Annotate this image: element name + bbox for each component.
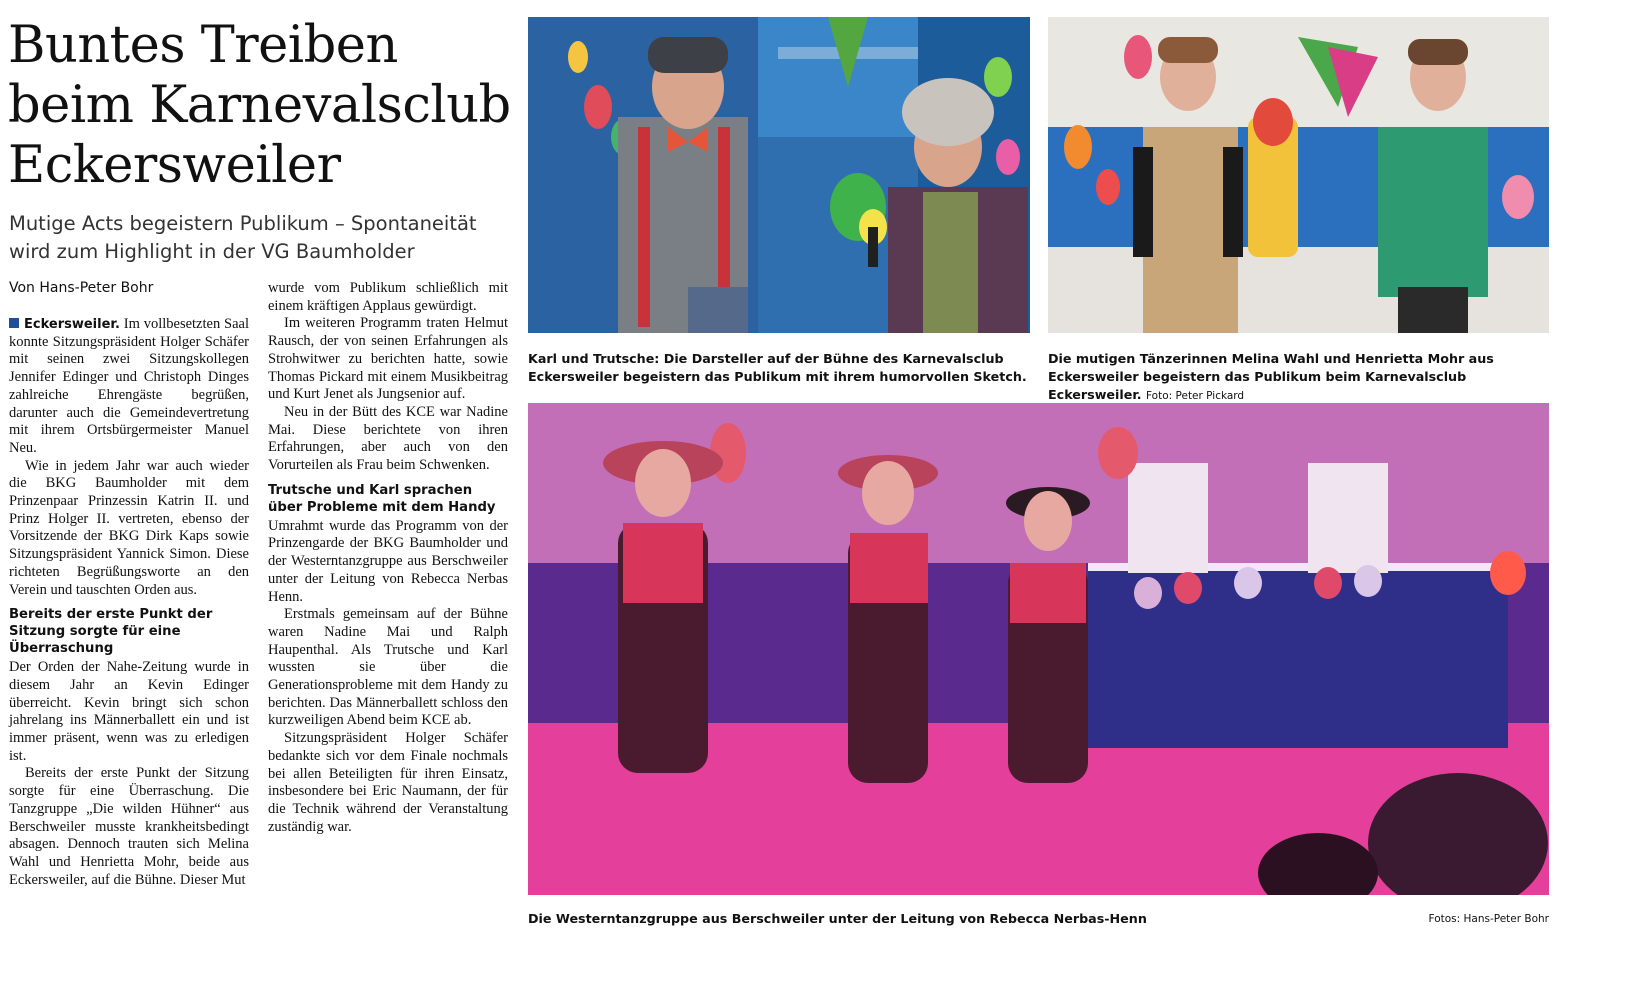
dateline: Eckersweiler. — [24, 317, 120, 332]
article-paragraph — [9, 316, 249, 458]
paragraph-text: Im vollbesetzten Saal konnte Sitzungspräsident Holger Schäfer mit seinen zwei Sitzungskollegen Jennifer Edinger und Christoph Dinges zahlreiche Ehrengäste begrüßen, darunter auch die Gemeindevertretung mit ihrem Ortsbürgermeister Manuel Neu. — [9, 316, 249, 456]
photo-western-dance-group — [528, 403, 1549, 895]
article-subhead: Trutsche und Karl sprachen über Probleme mit dem Handy — [268, 482, 496, 515]
photo-caption-2 — [1048, 350, 1553, 405]
article-subhead: Bereits der erste Punkt der Sitzung sorgte für eine Überraschung — [9, 607, 213, 657]
article-column-2 — [268, 280, 508, 836]
article-paragraph: Im weiteren Programm traten Helmut Rausch, der von seinen Erfahrungen als Strohwitwer zu berichten hatte, sowie Thomas Pickard mit einem Musikbeitrag und Kurt Jenet als Jungsenior auf. — [268, 315, 508, 403]
caption-text: Die mutigen Tänzerinnen Melina Wahl und Henrietta Mohr aus Eckersweiler begeistern das Publikum beim Karnevalsclub Eckersweiler. — [1048, 351, 1494, 402]
article-paragraph: wurde vom Publikum schließlich mit einem kräftigen Applaus gewürdigt. — [268, 280, 508, 314]
photo-dancers — [1048, 17, 1549, 333]
article-byline: Von Hans-Peter Bohr — [9, 280, 154, 296]
photo-credit: Fotos: Hans-Peter Bohr — [1428, 913, 1549, 925]
photo-caption-1: Karl und Trutsche: Die Darsteller auf der Bühne des Karnevalsclub Eckersweiler begeistern das Publikum mit ihrem humorvollen Sketch. — [528, 351, 1027, 384]
photo-caption-3: Die Westerntanzgruppe aus Berschweiler unter der Leitung von Rebecca Nerbas-Henn — [528, 911, 1147, 926]
photo-karl-trutsche — [528, 17, 1030, 333]
article-paragraph: Wie in jedem Jahr war auch wieder die BKG Baumholder mit dem Prinzenpaar Prinzessin Katrin II. und Prinz Holger II. vertreten, ebenso der Vorsitzende der BKG Dirk Kaps sowie Sitzungspräsident Yannick Simon. Diese richteten Begrüßungsworte an den Verein und tauschten Orden aus. — [9, 457, 249, 598]
article-column-1 — [9, 316, 249, 889]
square-bullet-icon — [9, 318, 19, 328]
photo-credit: Foto: Peter Pickard — [1146, 390, 1245, 402]
article-paragraph: Bereits der erste Punkt der Sitzung sorgte für eine Überraschung. Die Tanzgruppe „Die wilden Hühner“ aus Berschweiler musste krankheitsbedingt absagen. Dennoch trauten sich Melina Wahl und Henrietta Mohr, beide aus Eckersweiler, auf die Bühne. Dieser Mut — [9, 765, 249, 888]
article-paragraph: Erstmals gemeinsam auf der Bühne waren Nadine Mai und Ralph Haupenthal. Als Trutsche und Karl wussten sie über die Generationsprobleme mit dem Handy zu berichten. Das Männerballett schloss den kurzweiligen Abend beim KCE ab. — [268, 606, 508, 729]
article-paragraph: Sitzungspräsident Holger Schäfer bedankte sich vor dem Finale nochmals bei allen Beteiligten für ihren Einsatz, insbesondere bei Eric Naumann, der für die Technik während der Veranstaltung zuständig war. — [268, 730, 508, 835]
article-paragraph: Neu in der Bütt des KCE war Nadine Mai. Diese berichtete von ihren Erfahrungen, aber auch von den Vorurteilen als Frau beim Schwenken. — [268, 403, 508, 474]
article-paragraph: Der Orden der Nahe-Zeitung wurde in diesem Jahr an Kevin Edinger überreicht. Kevin bringt sich schon jahrelang ins Männerballett ein und ist immer präsent, wenn was zu erledigen ist. — [9, 659, 249, 764]
article-subheadline: Mutige Acts begeistern Publikum – Spontaneität wird zum Highlight in der VG Baumholder — [9, 212, 477, 263]
article-paragraph: Umrahmt wurde das Programm von der Prinzengarde der BKG Baumholder und der Westerntanzgruppe aus Berschweiler unter der Leitung von Rebecca Nerbas Henn. — [268, 517, 508, 605]
article-headline: Buntes Treiben beim Karnevalsclub Eckersweiler — [8, 16, 511, 195]
